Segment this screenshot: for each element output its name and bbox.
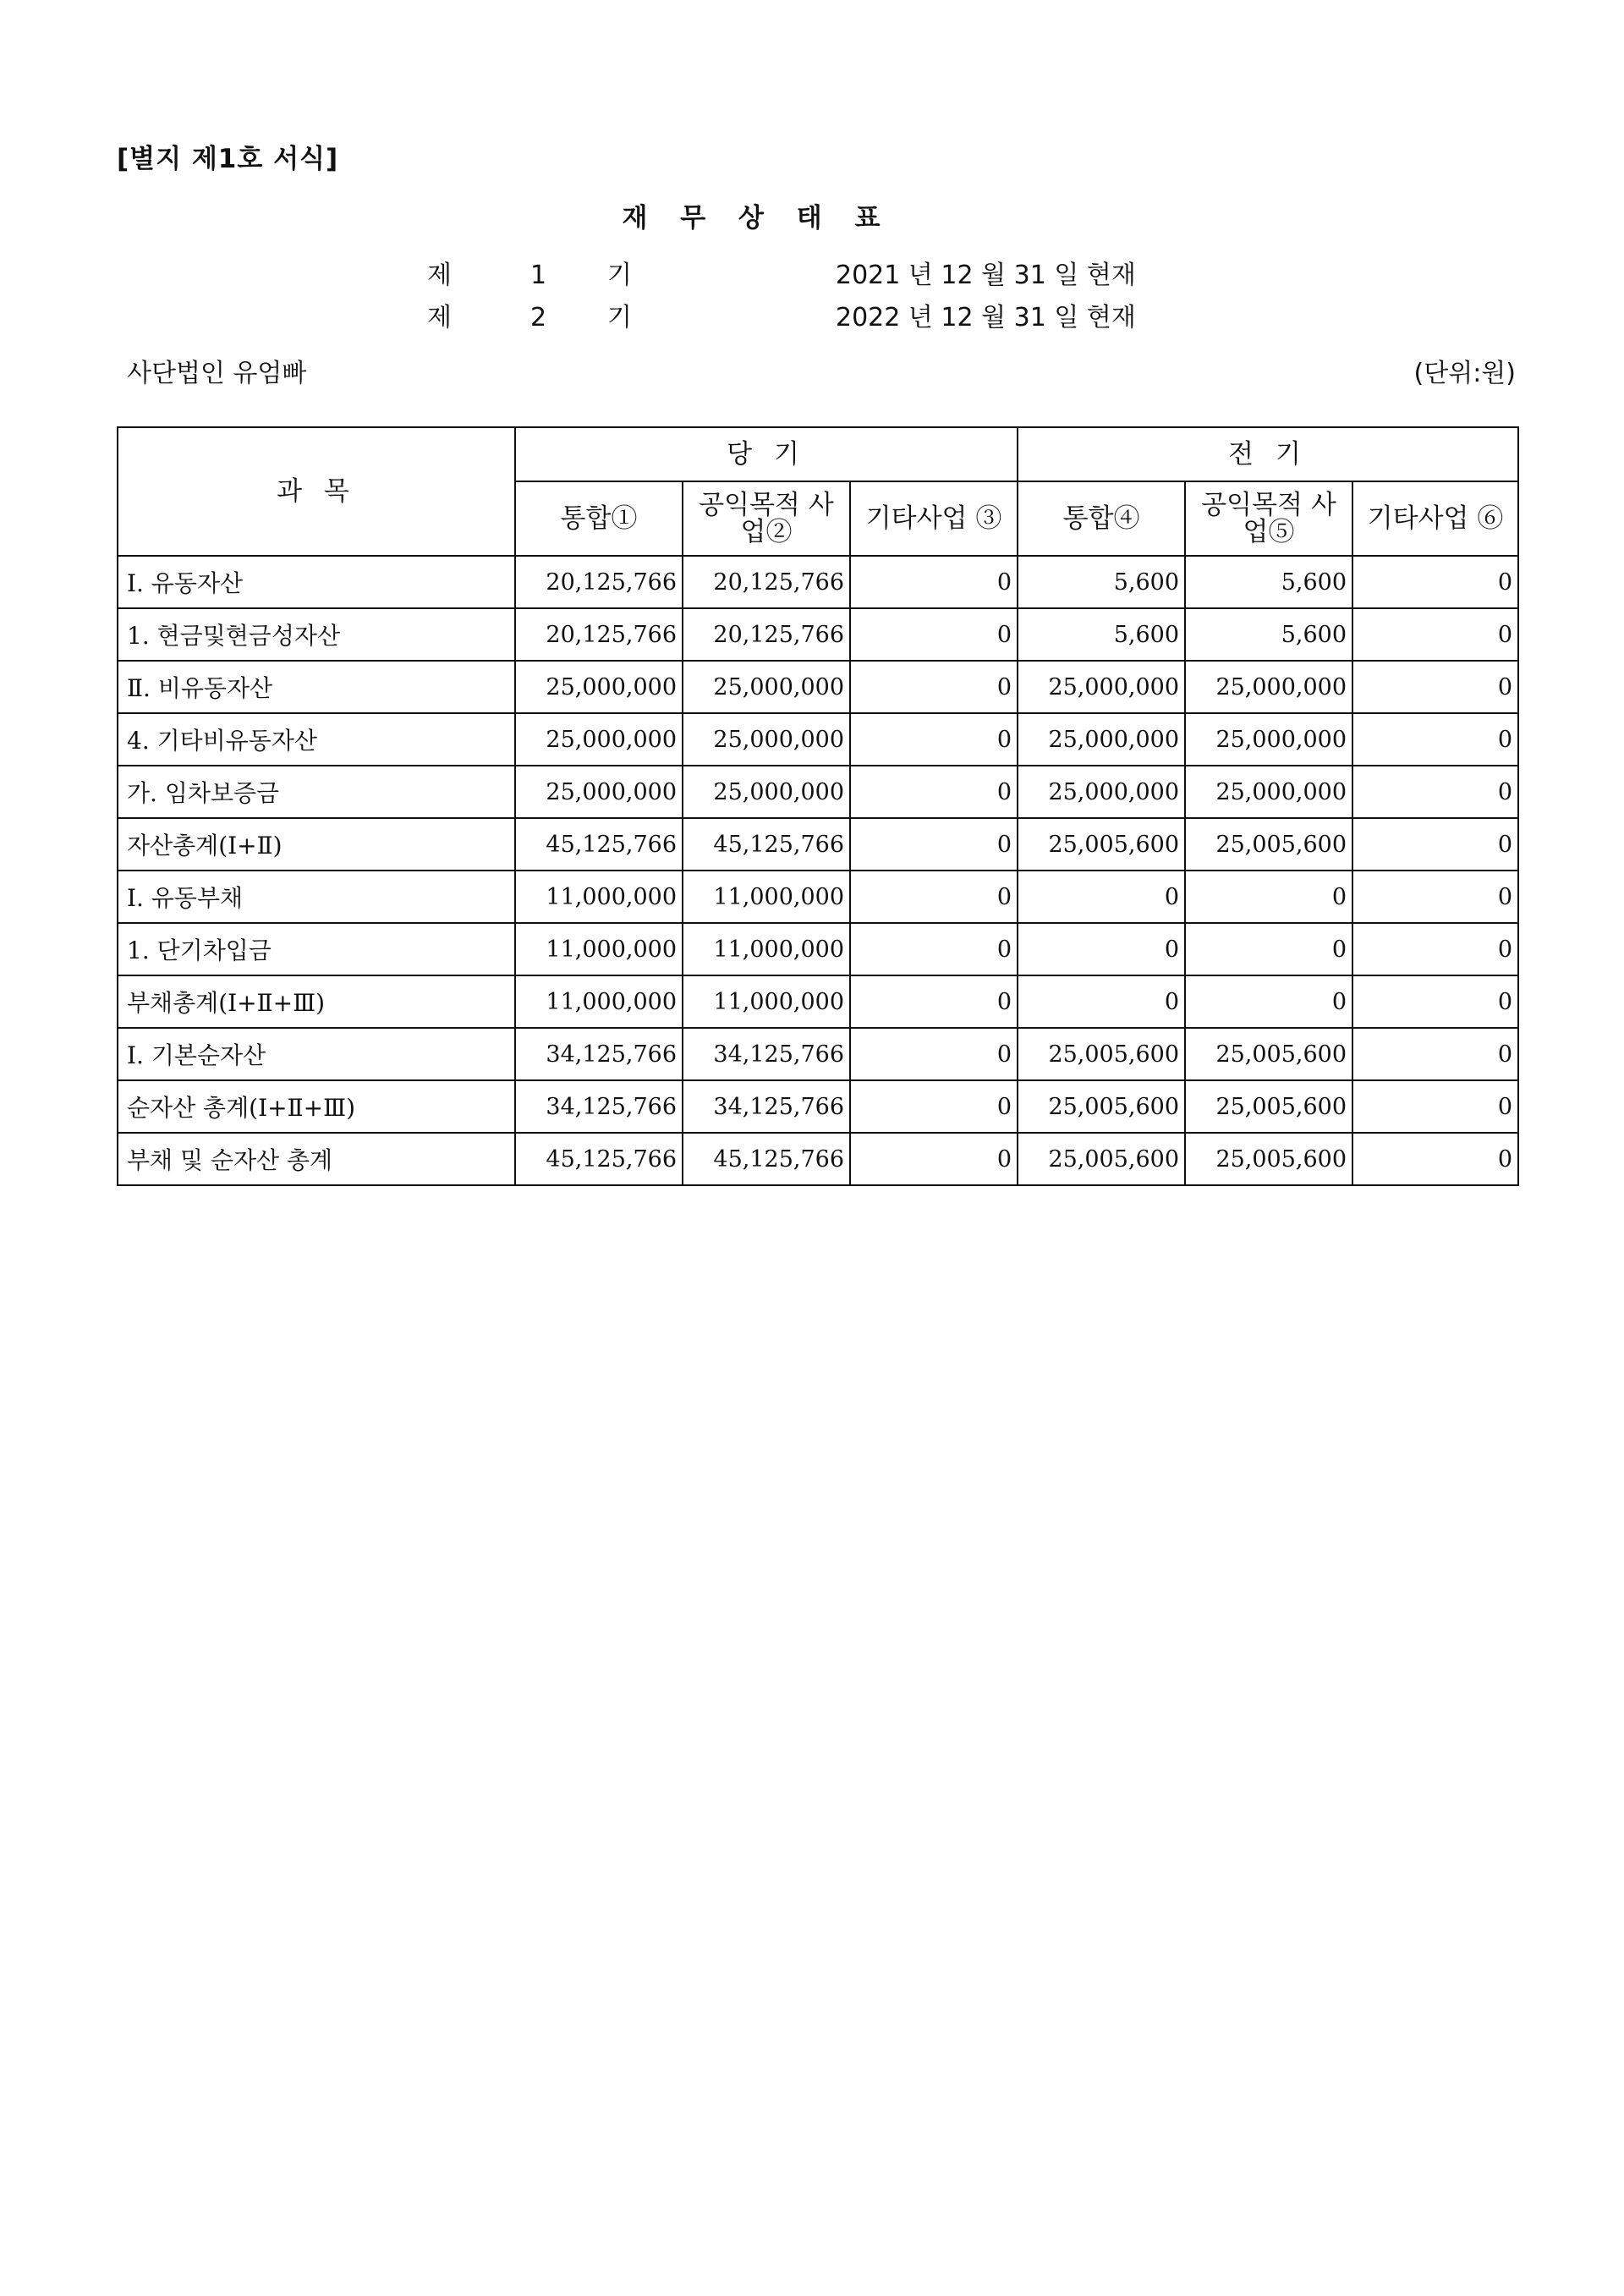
table-row [118, 871, 1518, 923]
account-name-cell: 순자산 총계(Ⅰ+Ⅱ+Ⅲ) [118, 1080, 515, 1133]
column-header: 기타사업 ⑥ [1352, 481, 1518, 556]
amount-cell: 20,125,766 [515, 608, 683, 661]
account-name-cell: Ⅰ. 유동부채 [118, 871, 515, 923]
amount-cell: 0 [1018, 923, 1185, 975]
current-period-header: 당 기 [515, 427, 1018, 481]
amount-cell: 45,125,766 [683, 818, 850, 871]
amount-cell: 25,000,000 [515, 713, 683, 766]
amount-cell: 0 [850, 818, 1018, 871]
amount-cell: 0 [850, 1133, 1018, 1185]
amount-cell: 0 [1352, 818, 1518, 871]
amount-cell: 5,600 [1018, 556, 1185, 608]
amount-cell: 25,005,600 [1185, 818, 1352, 871]
amount-cell: 0 [850, 713, 1018, 766]
amount-cell: 25,005,600 [1185, 1080, 1352, 1133]
amount-cell: 25,000,000 [515, 661, 683, 713]
amount-cell: 0 [850, 661, 1018, 713]
amount-cell: 0 [850, 556, 1018, 608]
amount-cell: 25,000,000 [1185, 766, 1352, 818]
period-date: 2022 년 12 월 31 일 현재 [836, 303, 1136, 332]
table-row [118, 975, 1518, 1028]
amount-cell: 0 [1185, 923, 1352, 975]
amount-cell: 11,000,000 [683, 975, 850, 1028]
amount-cell: 11,000,000 [515, 923, 683, 975]
amount-cell: 34,125,766 [515, 1028, 683, 1080]
table-row [118, 713, 1518, 766]
amount-cell: 5,600 [1185, 556, 1352, 608]
amount-cell: 5,600 [1018, 608, 1185, 661]
amount-cell: 25,000,000 [1018, 713, 1185, 766]
amount-cell: 25,005,600 [1018, 1080, 1185, 1133]
amount-cell: 25,000,000 [1018, 766, 1185, 818]
amount-cell: 25,000,000 [1018, 661, 1185, 713]
period-prefix: 제 [427, 261, 452, 290]
table-row [118, 818, 1518, 871]
amount-cell: 0 [850, 871, 1018, 923]
prior-period-header: 전 기 [1018, 427, 1518, 481]
amount-cell: 0 [1352, 1133, 1518, 1185]
amount-cell: 34,125,766 [683, 1080, 850, 1133]
amount-cell: 0 [1352, 766, 1518, 818]
amount-cell: 11,000,000 [515, 871, 683, 923]
amount-cell: 25,000,000 [1185, 661, 1352, 713]
amount-cell: 0 [850, 766, 1018, 818]
amount-cell: 0 [850, 975, 1018, 1028]
amount-cell: 0 [1018, 975, 1185, 1028]
account-name-cell: 1. 현금및현금성자산 [118, 608, 515, 661]
amount-cell: 20,125,766 [683, 556, 850, 608]
amount-cell: 25,000,000 [683, 661, 850, 713]
amount-cell: 0 [1352, 923, 1518, 975]
amount-cell: 45,125,766 [683, 1133, 850, 1185]
amount-cell: 0 [1352, 713, 1518, 766]
amount-cell: 25,000,000 [683, 766, 850, 818]
amount-cell: 20,125,766 [683, 608, 850, 661]
table-body [118, 556, 1518, 1185]
amount-cell: 0 [850, 1028, 1018, 1080]
amount-cell: 34,125,766 [683, 1028, 850, 1080]
organization-name: 사단법인 유엄빠 [127, 359, 307, 388]
amount-cell: 0 [850, 1080, 1018, 1133]
amount-cell: 25,000,000 [1185, 713, 1352, 766]
account-name-cell: Ⅰ. 기본순자산 [118, 1028, 515, 1080]
table-row [118, 766, 1518, 818]
subject-header: 과 목 [118, 427, 515, 556]
period-number: 1 [530, 261, 547, 290]
period-suffix: 기 [607, 303, 632, 332]
amount-cell: 0 [1185, 975, 1352, 1028]
amount-cell: 11,000,000 [683, 871, 850, 923]
account-name-cell: Ⅱ. 비유동자산 [118, 661, 515, 713]
document-title: 재 무 상 태 표 [622, 203, 892, 233]
amount-cell: 45,125,766 [515, 818, 683, 871]
financial-position-table [117, 426, 1519, 1186]
amount-cell: 0 [1185, 871, 1352, 923]
table-row [118, 1028, 1518, 1080]
amount-cell: 0 [1352, 1080, 1518, 1133]
period-suffix: 기 [607, 261, 632, 290]
amount-cell: 45,125,766 [515, 1133, 683, 1185]
period-number: 2 [530, 303, 547, 332]
amount-cell: 25,005,600 [1185, 1133, 1352, 1185]
amount-cell: 34,125,766 [515, 1080, 683, 1133]
unit-label: (단위:원) [1413, 359, 1516, 388]
account-name-cell: 부채총계(Ⅰ+Ⅱ+Ⅲ) [118, 975, 515, 1028]
column-header: 공익목적 사업② [683, 481, 850, 556]
account-name-cell: 자산총계(Ⅰ+Ⅱ) [118, 818, 515, 871]
table-row [118, 661, 1518, 713]
amount-cell: 0 [1352, 608, 1518, 661]
column-header: 기타사업 ③ [850, 481, 1018, 556]
amount-cell: 25,000,000 [683, 713, 850, 766]
header-row-1 [118, 427, 1518, 481]
amount-cell: 25,005,600 [1018, 818, 1185, 871]
table-row [118, 1133, 1518, 1185]
amount-cell: 0 [1352, 556, 1518, 608]
amount-cell: 25,005,600 [1018, 1028, 1185, 1080]
amount-cell: 25,005,600 [1185, 1028, 1352, 1080]
column-header: 통합① [515, 481, 683, 556]
account-name-cell: 1. 단기차입금 [118, 923, 515, 975]
form-label: [별지 제1호 서식] [117, 144, 339, 174]
amount-cell: 11,000,000 [515, 975, 683, 1028]
column-header: 공익목적 사업⑤ [1185, 481, 1352, 556]
table-row [118, 608, 1518, 661]
table-row [118, 1080, 1518, 1133]
account-name-cell: Ⅰ. 유동자산 [118, 556, 515, 608]
amount-cell: 25,005,600 [1018, 1133, 1185, 1185]
account-name-cell: 부채 및 순자산 총계 [118, 1133, 515, 1185]
table-row [118, 923, 1518, 975]
amount-cell: 25,000,000 [515, 766, 683, 818]
amount-cell: 0 [1352, 975, 1518, 1028]
amount-cell: 0 [1352, 661, 1518, 713]
column-header: 통합④ [1018, 481, 1185, 556]
account-name-cell: 가. 임차보증금 [118, 766, 515, 818]
amount-cell: 0 [850, 608, 1018, 661]
amount-cell: 20,125,766 [515, 556, 683, 608]
period-prefix: 제 [427, 303, 452, 332]
amount-cell: 0 [1352, 1028, 1518, 1080]
amount-cell: 0 [1352, 871, 1518, 923]
amount-cell: 0 [1018, 871, 1185, 923]
amount-cell: 5,600 [1185, 608, 1352, 661]
amount-cell: 11,000,000 [683, 923, 850, 975]
amount-cell: 0 [850, 923, 1018, 975]
table-row [118, 556, 1518, 608]
period-date: 2021 년 12 월 31 일 현재 [836, 261, 1136, 290]
account-name-cell: 4. 기타비유동자산 [118, 713, 515, 766]
